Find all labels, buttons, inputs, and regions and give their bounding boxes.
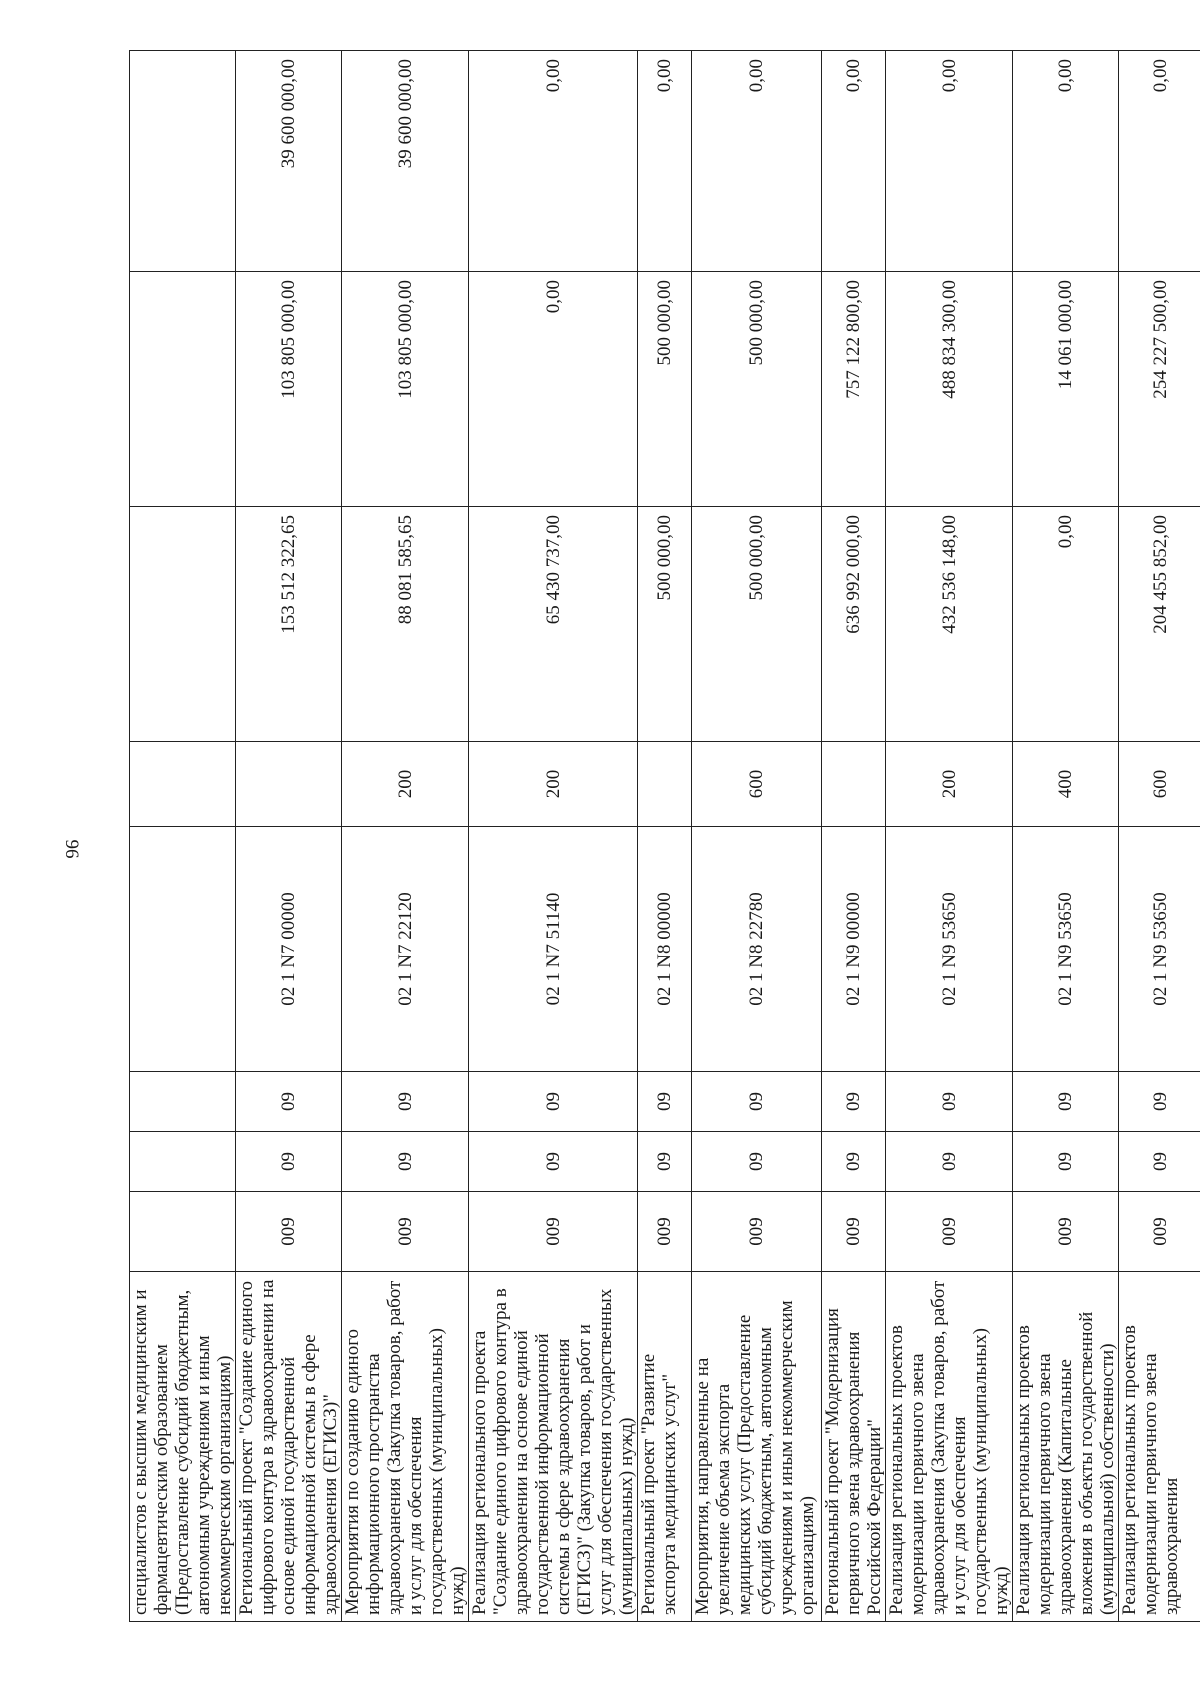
table-row [1119, 51, 1200, 1622]
table-row [692, 51, 822, 1622]
table-row [822, 51, 886, 1622]
cell-amount-1 [130, 507, 236, 742]
table-row [1013, 51, 1119, 1622]
row-description: Региональный проект "Модернизация первичного звена здравоохранения Российской Федерации" [822, 1272, 886, 1622]
cell-expense-type [822, 742, 886, 827]
cell-section: 09 [342, 1132, 469, 1192]
cell-section: 09 [469, 1132, 638, 1192]
cell-target-article: 02 1 N7 51140 [469, 827, 638, 1072]
cell-amount-2: 757 122 800,00 [822, 272, 886, 507]
cell-section: 09 [822, 1132, 886, 1192]
cell-amount-2: 0,00 [469, 272, 638, 507]
table-row [236, 51, 342, 1622]
cell-target-article: 02 1 N9 53650 [886, 827, 1013, 1072]
row-description: Мероприятия, направленные на увеличение объема экспорта медицинских услуг (Предоставление субсидий бюджетным, автономным учреждениям и иным некоммерческим организациям) [692, 1272, 822, 1622]
cell-expense-type: 200 [469, 742, 638, 827]
cell-subsection: 09 [469, 1072, 638, 1132]
cell-amount-3: 0,00 [469, 51, 638, 272]
cell-amount-1: 500 000,00 [638, 507, 692, 742]
cell-admin-code: 009 [692, 1192, 822, 1272]
cell-amount-2 [130, 272, 236, 507]
cell-expense-type: 600 [692, 742, 822, 827]
row-description: Реализация региональных проектов модернизации первичного звена здравоохранения (Капитальные вложения в объекты государственной (муниципальной) собственности) [1013, 1272, 1119, 1622]
page-number: 96 [61, 839, 82, 859]
cell-amount-1: 636 992 000,00 [822, 507, 886, 742]
cell-expense-type: 200 [886, 742, 1013, 827]
table-body [130, 51, 1200, 1622]
cell-amount-1: 0,00 [1013, 507, 1119, 742]
cell-amount-1: 65 430 737,00 [469, 507, 638, 742]
cell-amount-3: 0,00 [1119, 51, 1200, 272]
cell-expense-type [130, 742, 236, 827]
cell-section: 09 [1013, 1132, 1119, 1192]
cell-target-article: 02 1 N8 00000 [638, 827, 692, 1072]
cell-admin-code: 009 [886, 1192, 1013, 1272]
cell-amount-1: 88 081 585,65 [342, 507, 469, 742]
cell-target-article [130, 827, 236, 1072]
cell-target-article: 02 1 N9 00000 [822, 827, 886, 1072]
cell-admin-code: 009 [236, 1192, 342, 1272]
cell-expense-type: 400 [1013, 742, 1119, 827]
cell-target-article: 02 1 N8 22780 [692, 827, 822, 1072]
cell-amount-2: 14 061 000,00 [1013, 272, 1119, 507]
cell-admin-code: 009 [1119, 1192, 1200, 1272]
table-row [469, 51, 638, 1622]
cell-amount-3 [130, 51, 236, 272]
cell-subsection: 09 [236, 1072, 342, 1132]
cell-amount-3: 0,00 [886, 51, 1013, 272]
row-description: Реализация региональных проектов модернизации первичного звена здравоохранения (Закупка товаров, работ и услуг для обеспечения государственных (муниципальных) нужд) [886, 1272, 1013, 1622]
row-description: Реализация регионального проекта "Создание единого цифрового контура в здравоохранении на основе единой государственной информационной системы в сфере здравоохранения (ЕГИСЗ)" (Закупка товаров, работ и услуг для обеспечения государственных (муниципальных) нужд) [469, 1272, 638, 1622]
cell-admin-code: 009 [469, 1192, 638, 1272]
cell-subsection [130, 1072, 236, 1132]
cell-amount-2: 254 227 500,00 [1119, 272, 1200, 507]
cell-subsection: 09 [886, 1072, 1013, 1132]
cell-amount-3: 0,00 [1013, 51, 1119, 272]
cell-target-article: 02 1 N7 22120 [342, 827, 469, 1072]
cell-amount-2: 103 805 000,00 [236, 272, 342, 507]
cell-amount-2: 103 805 000,00 [342, 272, 469, 507]
cell-amount-1: 500 000,00 [692, 507, 822, 742]
table-row [342, 51, 469, 1622]
row-description: Мероприятия по созданию единого информационного пространства здравоохранения (Закупка товаров, работ и услуг для обеспечения государственных (муниципальных) нужд) [342, 1272, 469, 1622]
cell-amount-3: 39 600 000,00 [342, 51, 469, 272]
cell-admin-code: 009 [822, 1192, 886, 1272]
cell-admin-code [130, 1192, 236, 1272]
row-description: Региональный проект "Создание единого цифрового контура в здравоохранении на основе единой государственной информационной системы в сфере здравоохранения (ЕГИСЗ)" [236, 1272, 342, 1622]
cell-expense-type: 600 [1119, 742, 1200, 827]
cell-amount-1: 432 536 148,00 [886, 507, 1013, 742]
cell-target-article: 02 1 N7 00000 [236, 827, 342, 1072]
row-description: специалистов с высшим медицинским и фармацевтическим образованием (Предоставление субсидий бюджетным, автономным учреждениям и иным некоммерческим организациям) [130, 1272, 236, 1622]
cell-subsection: 09 [638, 1072, 692, 1132]
cell-amount-1: 153 512 322,65 [236, 507, 342, 742]
cell-subsection: 09 [342, 1072, 469, 1132]
table-row [638, 51, 692, 1622]
cell-admin-code: 009 [638, 1192, 692, 1272]
cell-section [130, 1132, 236, 1192]
cell-amount-3: 0,00 [638, 51, 692, 272]
rotated-table-container [129, 51, 1182, 1622]
cell-amount-3: 0,00 [822, 51, 886, 272]
cell-target-article: 02 1 N9 53650 [1013, 827, 1119, 1072]
cell-subsection: 09 [1119, 1072, 1200, 1132]
cell-admin-code: 009 [342, 1192, 469, 1272]
table-row [130, 51, 236, 1622]
row-description: Реализация региональных проектов модернизации первичного звена здравоохранения [1119, 1272, 1200, 1622]
cell-amount-2: 500 000,00 [692, 272, 822, 507]
cell-section: 09 [886, 1132, 1013, 1192]
cell-amount-1: 204 455 852,00 [1119, 507, 1200, 742]
cell-section: 09 [638, 1132, 692, 1192]
cell-admin-code: 009 [1013, 1192, 1119, 1272]
cell-section: 09 [236, 1132, 342, 1192]
cell-expense-type [236, 742, 342, 827]
cell-target-article: 02 1 N9 53650 [1119, 827, 1200, 1072]
cell-subsection: 09 [822, 1072, 886, 1132]
cell-expense-type [638, 742, 692, 827]
cell-amount-2: 488 834 300,00 [886, 272, 1013, 507]
cell-amount-3: 39 600 000,00 [236, 51, 342, 272]
cell-section: 09 [1119, 1132, 1200, 1192]
row-description: Региональный проект "Развитие экспорта медицинских услуг" [638, 1272, 692, 1622]
budget-table [129, 50, 1200, 1622]
cell-expense-type: 200 [342, 742, 469, 827]
cell-section: 09 [692, 1132, 822, 1192]
cell-subsection: 09 [692, 1072, 822, 1132]
cell-subsection: 09 [1013, 1072, 1119, 1132]
cell-amount-3: 0,00 [692, 51, 822, 272]
cell-amount-2: 500 000,00 [638, 272, 692, 507]
table-row [886, 51, 1013, 1622]
